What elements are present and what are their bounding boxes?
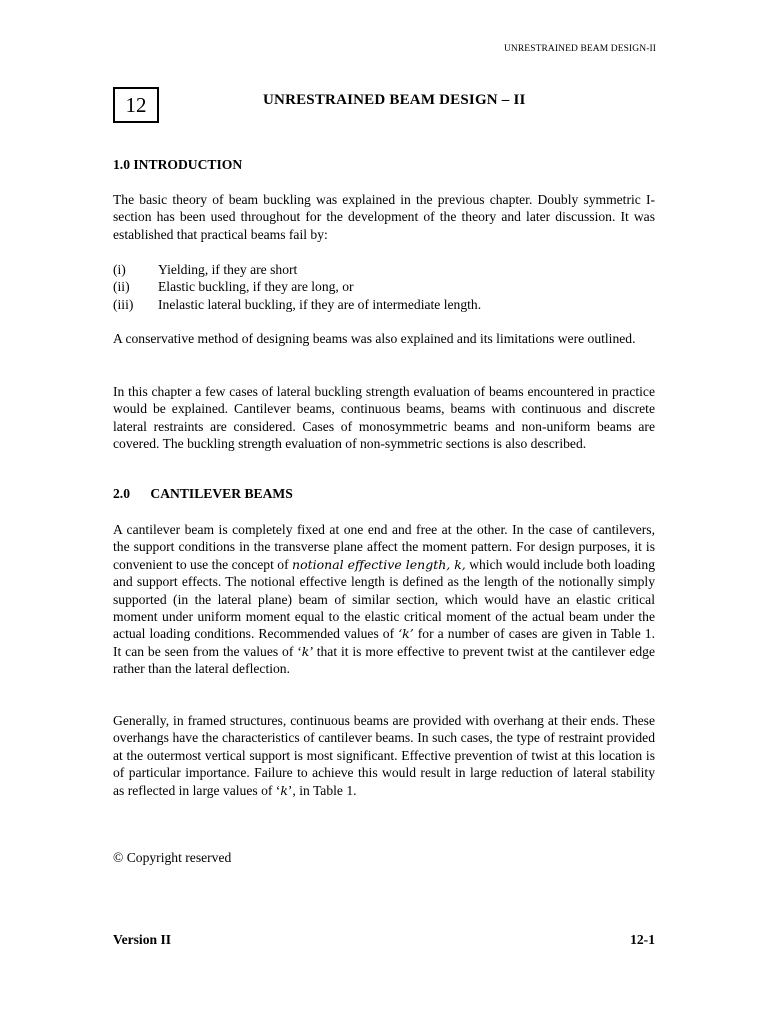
section-title: CANTILEVER BEAMS — [150, 486, 293, 501]
list-item-text: Inelastic lateral buckling, if they are of intermediate length. — [158, 296, 482, 312]
italic-term: notional effective length, k, — [292, 556, 466, 572]
text-run: A cantilever beam is completely fixed at one end and free at the other. In the case of cantilevers, the support conditions in the transverse plane affect the moment pattern. For design purposes, it is convenient to use the concept of — [113, 522, 655, 572]
list-marker: (i) — [113, 262, 126, 277]
text-run: ’, in Table 1. — [287, 782, 357, 798]
running-head: UNRESTRAINED BEAM DESIGN-II — [503, 44, 656, 54]
failure-modes-list — [113, 261, 481, 313]
footer-version: Version II — [113, 932, 172, 947]
intro-paragraph-3: In this chapter a few cases of lateral buckling strength evaluation of beams encountered in practice would be explained. Cantilever beams, continuous beams, beams with continuous and discrete lateral restraints are considered. Cases of monosymmetric beams and non-uniform beams are covered. The buckling strength evaluation of non-symmetric sections is also described. — [113, 384, 655, 452]
list-item — [113, 261, 481, 278]
italic-symbol: ‘k’ — [398, 626, 414, 642]
cantilever-paragraph-2 — [113, 712, 655, 799]
copyright-notice: © Copyright reserved — [113, 850, 232, 865]
text-run: Generally, in framed structures, continuous beams are provided with overhang at their ends. These overhangs have the characteristics of cantilever beams. In such cases, the type of restraint provided at the outermost vertical support is most significant. Effective prevention of twist at this location is of particular importance. Failure to achieve this would result in large reduction of lateral stability as reflected in large values of ‘ — [113, 713, 655, 798]
text-run: which would include both loading and support effects. The notional effective length is defined as the length of the notionally simply supported (in the lateral plane) beam of similar section, which would have an elastic critical moment under uniform moment equal to the elastic critical moment of the actual beam under the actual loading conditions. Recommended values of — [113, 556, 655, 642]
list-marker: (iii) — [113, 296, 134, 312]
section-number: 2.0 — [113, 486, 130, 501]
list-marker: (ii) — [113, 279, 130, 295]
text-run: ’ that it is more effective to prevent twist at the cantilever edge rather than the lateral deflection. — [113, 643, 655, 677]
footer-page-number: 12-1 — [630, 932, 655, 947]
cantilever-paragraph-1 — [113, 521, 655, 678]
chapter-number-box: 12 — [113, 87, 159, 123]
list-item — [113, 278, 481, 295]
text-run: for a number of cases are given in Table 1. It can be seen from the values of ‘ — [113, 626, 655, 659]
italic-symbol: k — [280, 782, 288, 798]
intro-paragraph-2: A conservative method of designing beams was also explained and its limitations were outlined. — [113, 331, 636, 346]
list-item-text: Elastic buckling, if they are long, or — [158, 279, 354, 295]
list-item-text: Yielding, if they are short — [158, 262, 298, 277]
italic-symbol: k — [301, 643, 310, 659]
list-item — [113, 296, 481, 313]
page-title: UNRESTRAINED BEAM DESIGN – II — [263, 92, 526, 108]
intro-paragraph-1: The basic theory of beam buckling was explained in the previous chapter. Doubly symmetric I- section has been used throughout for the development of the theory and later discussion. It was established that practical beams fail by: — [113, 192, 655, 242]
cantilever-heading — [113, 486, 293, 502]
intro-heading: 1.0 INTRODUCTION — [113, 157, 243, 172]
